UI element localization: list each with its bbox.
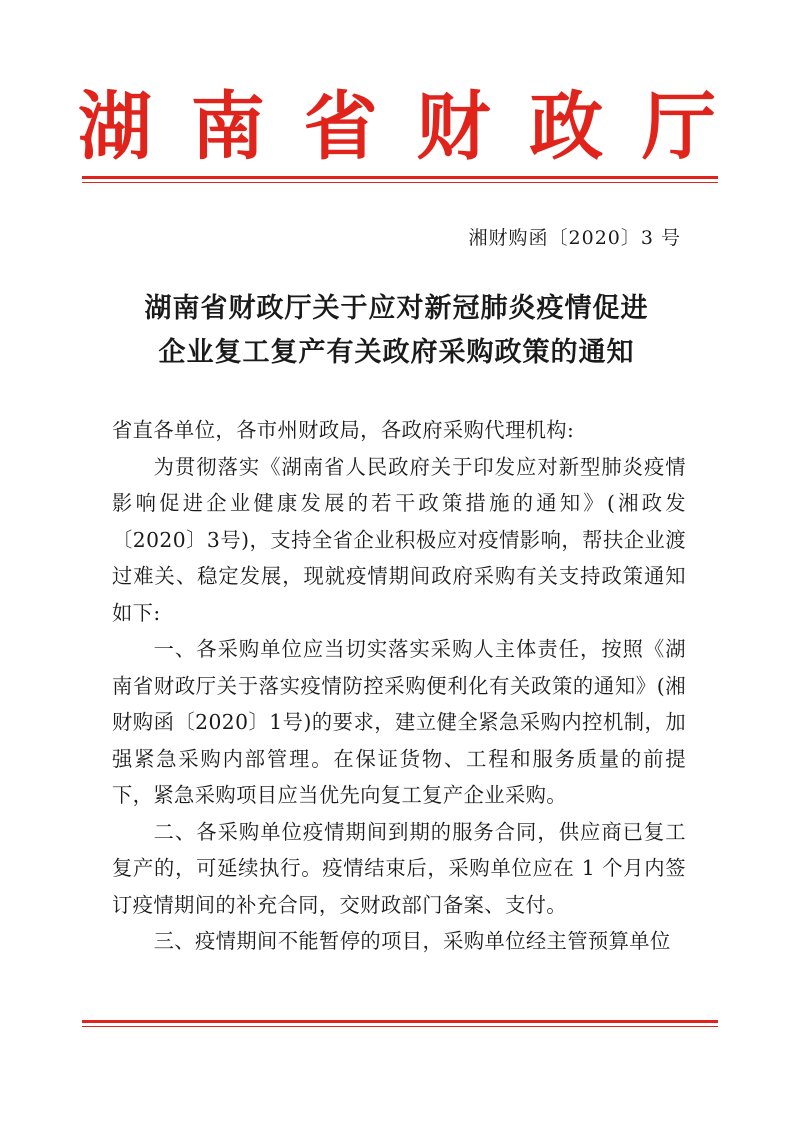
document-body [112, 412, 686, 960]
document-title-line-1: 湖南省财政厅关于应对新冠肺炎疫情促进 [144, 293, 649, 324]
masthead-char: 南 [190, 84, 265, 170]
document-number: 湘财购函〔2020〕3 号 [468, 227, 681, 249]
masthead-char: 省 [303, 84, 378, 170]
masthead-char: 湖 [78, 84, 152, 170]
addressee: 省直各单位，各市州财政局，各政府采购代理机构: [112, 418, 575, 442]
body-paragraph-2: 二、各采购单位疫情期间到期的服务合同，供应商已复工复产的，可延续执行。疫情结束后，采购单位应在 1 个月内签订疫情期间的补充合同，交财政部门备案、支付。 [112, 819, 686, 917]
masthead-char: 政 [529, 84, 604, 170]
body-paragraph-intro: 为贯彻落实《湖南省人民政府关于印发应对新型肺炎疫情影响促进企业健康发展的若干政策措施的通知》(湘政发〔2020〕3号)，支持全省企业积极应对疫情影响，帮扶企业渡过难关、稳定发展，现就疫情期间政府采购有关支持政策通知如下: [112, 454, 686, 625]
masthead-title [78, 82, 716, 172]
body-paragraph-3: 三、疫情期间不能暂停的项目，采购单位经主管预算单位 [153, 929, 671, 953]
body-paragraph-1: 一、各采购单位应当切实落实采购人主体责任，按照《湖南省财政厅关于落实疫情防控采购便利化有关政策的通知》(湘财购函〔2020〕1号)的要求，建立健全紧急采购内控机制，加强紧急采购内部管理。在保证货物、工程和服务质量的前提下，紧急采购项目应当优先向复工复产企业采购。 [112, 637, 686, 807]
masthead-char: 财 [416, 84, 491, 170]
masthead-red-divider [82, 176, 718, 179]
footer-red-divider [82, 1020, 718, 1023]
masthead-char: 厅 [641, 84, 716, 170]
document-title-line-2: 企业复工复产有关政府采购政策的通知 [158, 337, 635, 368]
